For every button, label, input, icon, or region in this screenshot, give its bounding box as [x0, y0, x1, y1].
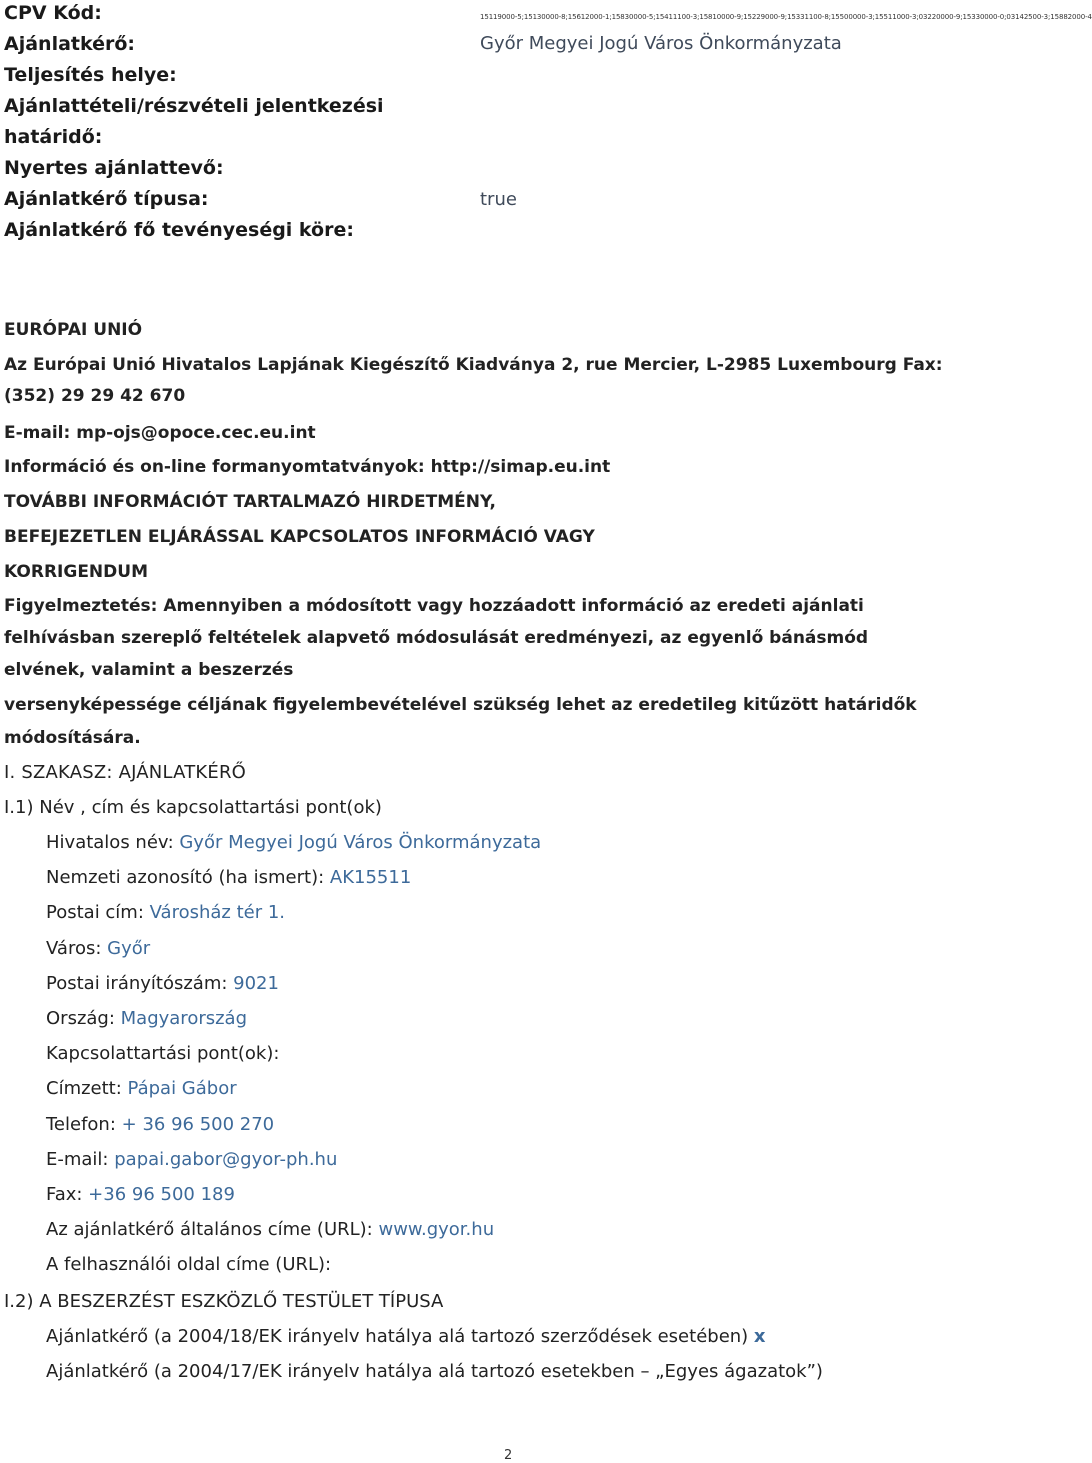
warning-line2: felhívásban szereplő feltételek alapvető módosulását eredményezi, az egyenlő bánásmód	[4, 628, 869, 648]
contact-field-row	[46, 973, 279, 994]
eu-address-line2: (352) 29 29 42 670	[4, 386, 186, 406]
contact-field-value: AK15511	[329, 867, 412, 889]
contact-field-label: Nemzeti azonosító (ha ismert):	[46, 867, 330, 889]
contracting-authority-value: Győr Megyei Jogú Város Önkormányzata	[480, 33, 842, 54]
authority-type-value: true	[480, 189, 517, 210]
eu-info: Információ és on-line formanyomtatványok: http://simap.eu.int	[4, 457, 611, 477]
contact-field-label: Kapcsolattartási pont(ok):	[46, 1043, 280, 1065]
eu-email: E-mail: mp-ojs@opoce.cec.eu.int	[4, 423, 316, 443]
contact-field-label: Fax:	[46, 1184, 89, 1205]
contact-field-value: Győr Megyei Jogú Város Önkormányzata	[179, 832, 542, 853]
contact-field-value: +36 96 500 189	[88, 1184, 235, 1205]
contact-field-value: Magyarország	[120, 1008, 248, 1029]
authority-type-line1-text: Ajánlatkérő (a 2004/18/EK irányelv hatálya alá tartozó szerződések esetében)	[46, 1326, 754, 1347]
contact-field-label: Az ajánlatkérő általános címe (URL):	[46, 1219, 379, 1241]
contact-field-row	[46, 1008, 247, 1029]
contact-field-value: + 36 96 500 270	[121, 1113, 275, 1135]
winner-label: Nyertes ajánlattevő:	[4, 157, 224, 179]
contact-field-label: Postai irányítószám:	[46, 972, 234, 994]
eu-title: EURÓPAI UNIÓ	[4, 320, 143, 340]
cpv-label: CPV Kód:	[4, 2, 102, 24]
deadline-label-line2: határidő:	[4, 126, 103, 148]
contact-field-row	[46, 1219, 494, 1240]
notice-title-line3: KORRIGENDUM	[4, 562, 148, 582]
contact-field-label: Címzett:	[46, 1078, 128, 1100]
authority-type-line2: Ajánlatkérő (a 2004/17/EK irányelv hatálya alá tartozó esetekben – „Egyes ágazatok”)	[46, 1361, 823, 1382]
contact-field-label: Telefon:	[46, 1113, 122, 1135]
section1-2-title: I.2) A BESZERZÉST ESZKÖZLŐ TESTÜLET TÍPUSA	[4, 1291, 444, 1312]
notice-title-line2: BEFEJEZETLEN ELJÁRÁSSAL KAPCSOLATOS INFORMÁCIÓ VAGY	[4, 527, 595, 547]
eu-address-line1: Az Európai Unió Hivatalos Lapjának Kiegészítő Kiadványa 2, rue Mercier, L-2985 Luxembourg Fax:	[4, 355, 943, 375]
warning-line5: módosítására.	[4, 728, 141, 748]
contact-field-value: papai.gabor@gyor-ph.hu	[114, 1148, 338, 1170]
warning-line3: elvének, valamint a beszerzés	[4, 660, 294, 680]
contracting-authority-label: Ajánlatkérő:	[4, 33, 136, 55]
main-activity-label: Ajánlatkérő fő tevényeségi köre:	[4, 219, 354, 241]
contact-field-row	[46, 938, 150, 959]
contact-field-label: E-mail:	[46, 1148, 115, 1170]
contact-field-row	[46, 902, 285, 923]
contact-field-row	[46, 1043, 279, 1064]
contact-field-value: Győr	[107, 937, 151, 959]
contact-field-value: 9021	[233, 972, 279, 994]
contact-field-row	[46, 1184, 235, 1205]
contact-field-row	[46, 1078, 237, 1099]
contact-field-label: Ország:	[46, 1008, 121, 1029]
cpv-value: 15119000-5;15130000-8;15612000-1;15830000-5;15411100-3;15810000-9;15229000-9;15331100-8;15500000-3;15511000-3;03220000-9;15330000-0;03142500-3;15882000-4	[480, 13, 1092, 21]
notice-title-line1: TOVÁBBI INFORMÁCIÓT TARTALMAZÓ HIRDETMÉNY,	[4, 492, 496, 512]
page-number: 2	[504, 1448, 513, 1463]
contact-field-row	[46, 1114, 274, 1135]
place-of-performance-label: Teljesítés helye:	[4, 64, 177, 86]
section1-title: I. SZAKASZ: AJÁNLATKÉRŐ	[4, 762, 247, 783]
deadline-label-line1: Ajánlattételi/részvételi jelentkezési	[4, 95, 384, 117]
warning-line4: versenyképessége céljának figyelembevételével szükség lehet az eredetileg kitűzött határidők	[4, 695, 917, 715]
authority-type-label: Ajánlatkérő típusa:	[4, 188, 209, 210]
section1-1-title: I.1) Név , cím és kapcsolattartási pont(ok)	[4, 797, 382, 818]
contact-field-value: Pápai Gábor	[127, 1078, 237, 1100]
contact-field-row	[46, 1254, 331, 1275]
contact-field-label: Város:	[46, 937, 108, 959]
contact-field-row	[46, 867, 411, 888]
contact-field-row	[46, 832, 541, 853]
authority-type-line1	[46, 1326, 766, 1347]
authority-type-line1-mark: x	[753, 1326, 766, 1347]
contact-field-label: Postai cím:	[46, 902, 150, 924]
contact-field-row	[46, 1149, 337, 1170]
contact-field-label: A felhasználói oldal címe (URL):	[46, 1254, 332, 1276]
contact-field-label: Hivatalos név:	[46, 832, 180, 853]
warning-line1: Figyelmeztetés: Amennyiben a módosított vagy hozzáadott információ az eredeti ajánlati	[4, 596, 864, 616]
contact-field-value: Városház tér 1.	[149, 902, 286, 924]
contact-field-value: www.gyor.hu	[378, 1219, 495, 1241]
